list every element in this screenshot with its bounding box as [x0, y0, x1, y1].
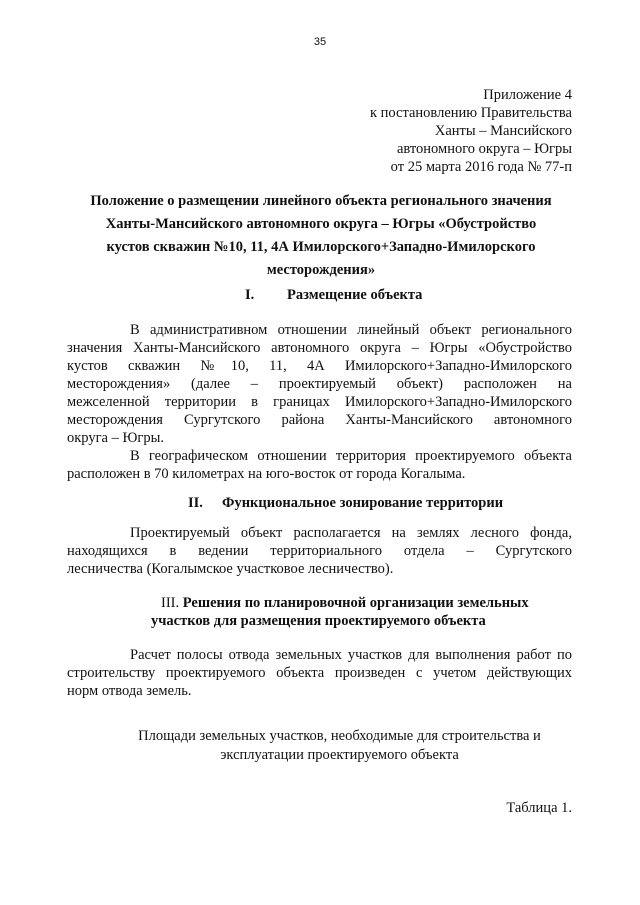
section-3-number: III.	[161, 595, 180, 611]
section-2-heading	[188, 493, 503, 513]
section-1-number: I.	[245, 287, 255, 303]
table-caption-line: Площади земельных участков, необходимые для строительства и	[138, 728, 541, 744]
title-line: месторождения»	[266, 262, 376, 278]
text-line: Расчет полосы отвода земельных участков для выполнения работ по	[130, 647, 572, 663]
text-line: значения Ханты-Мансийского автономного округа – Югры «Обустройство	[67, 340, 572, 356]
title-line: Ханты-Мансийского автономного округа – Югры «Обустройство	[105, 216, 537, 232]
text-line: округа – Югры.	[67, 430, 164, 446]
section-3-paragraph	[67, 646, 572, 700]
document-title	[70, 190, 572, 282]
section-3-heading	[161, 593, 529, 613]
section-3-title-line-1: Решения по планировочной организации земельных	[182, 595, 529, 611]
appendix-block	[370, 86, 572, 176]
text-line: лесничества (Когалымское участковое лесничество).	[67, 561, 394, 577]
text-line: В административном отношении линейный объект регионального	[130, 322, 572, 338]
text-line: месторождения Сургутского района Ханты-Мансийского автономного	[67, 412, 572, 428]
text-line: норм отвода земель.	[67, 683, 192, 699]
text-line: расположен в 70 километрах на юго-восток от города Когалыма.	[67, 466, 466, 482]
appendix-line: от 25 марта 2016 года № 77-п	[390, 159, 572, 175]
appendix-line: автономного округа – Югры	[396, 141, 572, 157]
text-line: строительству проектируемого объекта произведен с учетом действующих	[67, 665, 572, 681]
appendix-line: к постановлению Правительства	[370, 105, 572, 121]
table-label: Таблица 1.	[506, 800, 572, 816]
table-caption-line: эксплуатации проектируемого объекта	[220, 747, 459, 763]
text-line: месторождения» (далее – проектируемый объект) расположен на	[67, 376, 572, 392]
section-1-heading	[245, 285, 422, 305]
table-caption	[87, 727, 592, 765]
section-2-title: Функциональное зонирование территории	[222, 495, 504, 511]
text-line: Проектируемый объект располагается на землях лесного фонда,	[130, 525, 572, 541]
appendix-line: Приложение 4	[483, 87, 572, 103]
section-2-paragraph	[67, 524, 572, 578]
page-number: 35	[313, 36, 327, 48]
section-2-number: II.	[188, 495, 203, 511]
text-line: кустов скважин №10, 11, 4А Имилорского+Западно-Имилорского	[67, 358, 572, 374]
text-line: В географическом отношении территория проектируемого объекта	[130, 448, 572, 464]
section-3-heading-line-2: участков для размещения проектируемого объекта	[151, 613, 486, 629]
appendix-line: Ханты – Мансийского	[434, 123, 572, 139]
text-line: находящихся в ведении территориального отдела – Сургутского	[67, 543, 572, 559]
title-line: кустов скважин №10, 11, 4А Имилорского+Западно-Имилорского	[106, 239, 536, 255]
section-1-paragraph-1	[67, 321, 572, 447]
title-line: Положение о размещении линейного объекта регионального значения	[90, 193, 552, 209]
section-1-paragraph-2	[67, 447, 572, 483]
text-line: межселенной территории в границах Имилорского+Западно-Имилорского	[67, 394, 572, 410]
section-1-title: Размещение объекта	[287, 287, 423, 303]
